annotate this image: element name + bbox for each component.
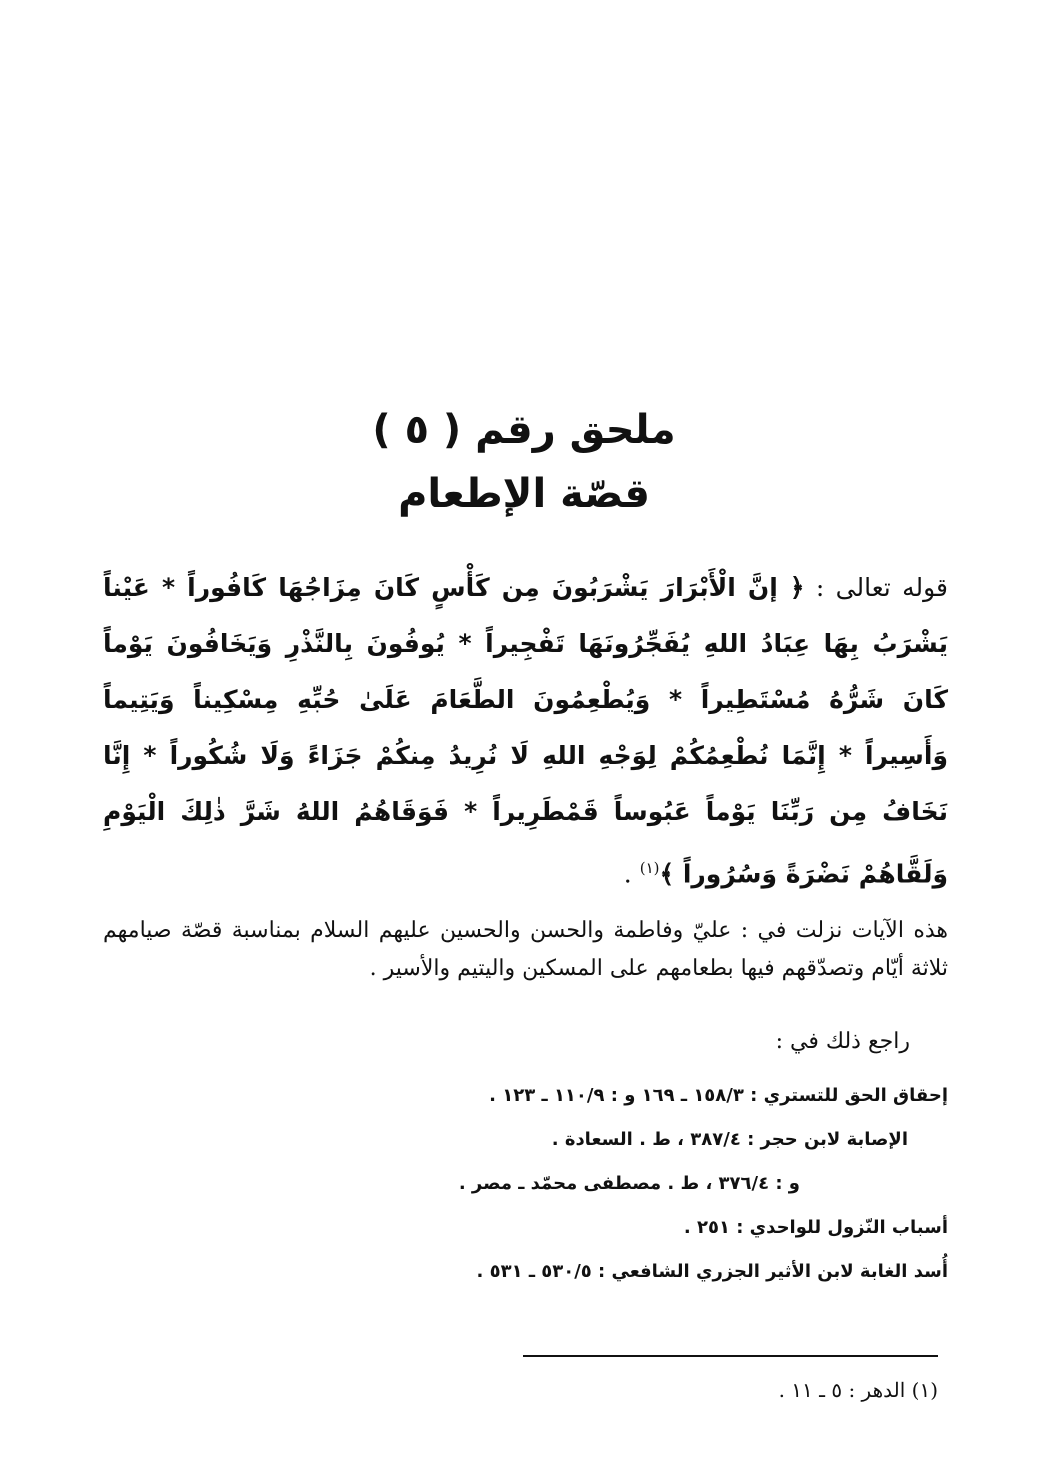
quran-verse-block (103, 560, 948, 902)
appendix-heading (0, 398, 1048, 526)
reference-item: إحقاق الحق للتستري : ١٥٨/٣ ـ ١٦٩ و : ١١٠/٩ ـ ١٢٣ . (489, 1085, 948, 1106)
verse-text: ﴿ إنَّ الْأَبْرَارَ يَشْرَبُونَ مِن كَأْسٍ كَانَ مِزَاجُهَا كَافُوراً * عَيْناً يَشْرَبُ بِهَا عِبَادُ اللهِ يُفَجِّرُونَهَا تَفْجِيراً * يُوفُونَ بِالنَّذْرِ وَيَخَافُونَ يَوْماً كَانَ شَرُّهُ مُسْتَطِيراً * وَيُطْعِمُونَ الطَّعَامَ عَلَىٰ حُبِّهِ مِسْكِيناً وَيَتِيماً وَأَسِيراً * إِنَّمَا نُطْعِمُكُمْ لِوَجْهِ اللهِ لَا نُرِيدُ مِنكُمْ جَزَاءً وَلَا شُكُوراً * إِنَّا نَخَافُ مِن رَبِّنَا يَوْماً عَبُوساً قَمْطَرِيراً * فَوَقَاهُمُ اللهُ شَرَّ ذٰلِكَ الْيَوْمِ وَلَقَّاهُمْ نَضْرَةً وَسُرُوراً ﴾ (103, 573, 948, 889)
footnote: (١) الدهر : ٥ ـ ١١ . (778, 1378, 938, 1402)
reference-item: الإصابة لابن حجر : ٣٨٧/٤ ، ط . السعادة . (551, 1129, 908, 1150)
verse-intro: قوله تعالى : (804, 573, 948, 602)
appendix-number-title: ملحق رقم ( ٥ ) (372, 407, 676, 453)
footnote-divider (523, 1355, 938, 1357)
reference-list (103, 1074, 948, 1294)
footnote-marker: (١) (639, 859, 660, 877)
explanation-paragraph: هذه الآيات نزلت في : عليّ وفاطمة والحسن والحسين عليهم السلام بمناسبة قصّة صيامهم ثلاثة أيّام وتصدّقهم فيها بطعامهم على المسكين واليتيم والأسير . (103, 918, 948, 981)
reference-item: أسباب النّزول للواحدي : ٢٥١ . (683, 1217, 948, 1238)
appendix-subject-title: قصّة الإطعام (398, 471, 650, 517)
refer-label: راجع ذلك في : (775, 1029, 910, 1054)
reference-item: أُسد الغابة لابن الأثير الجزري الشافعي : ٥٣٠/٥ ـ ٥٣١ . (476, 1261, 948, 1282)
verse-end: . (623, 859, 640, 889)
reference-item: و : ٣٧٦/٤ ، ط . مصطفى محمّد ـ مصر . (458, 1173, 800, 1194)
